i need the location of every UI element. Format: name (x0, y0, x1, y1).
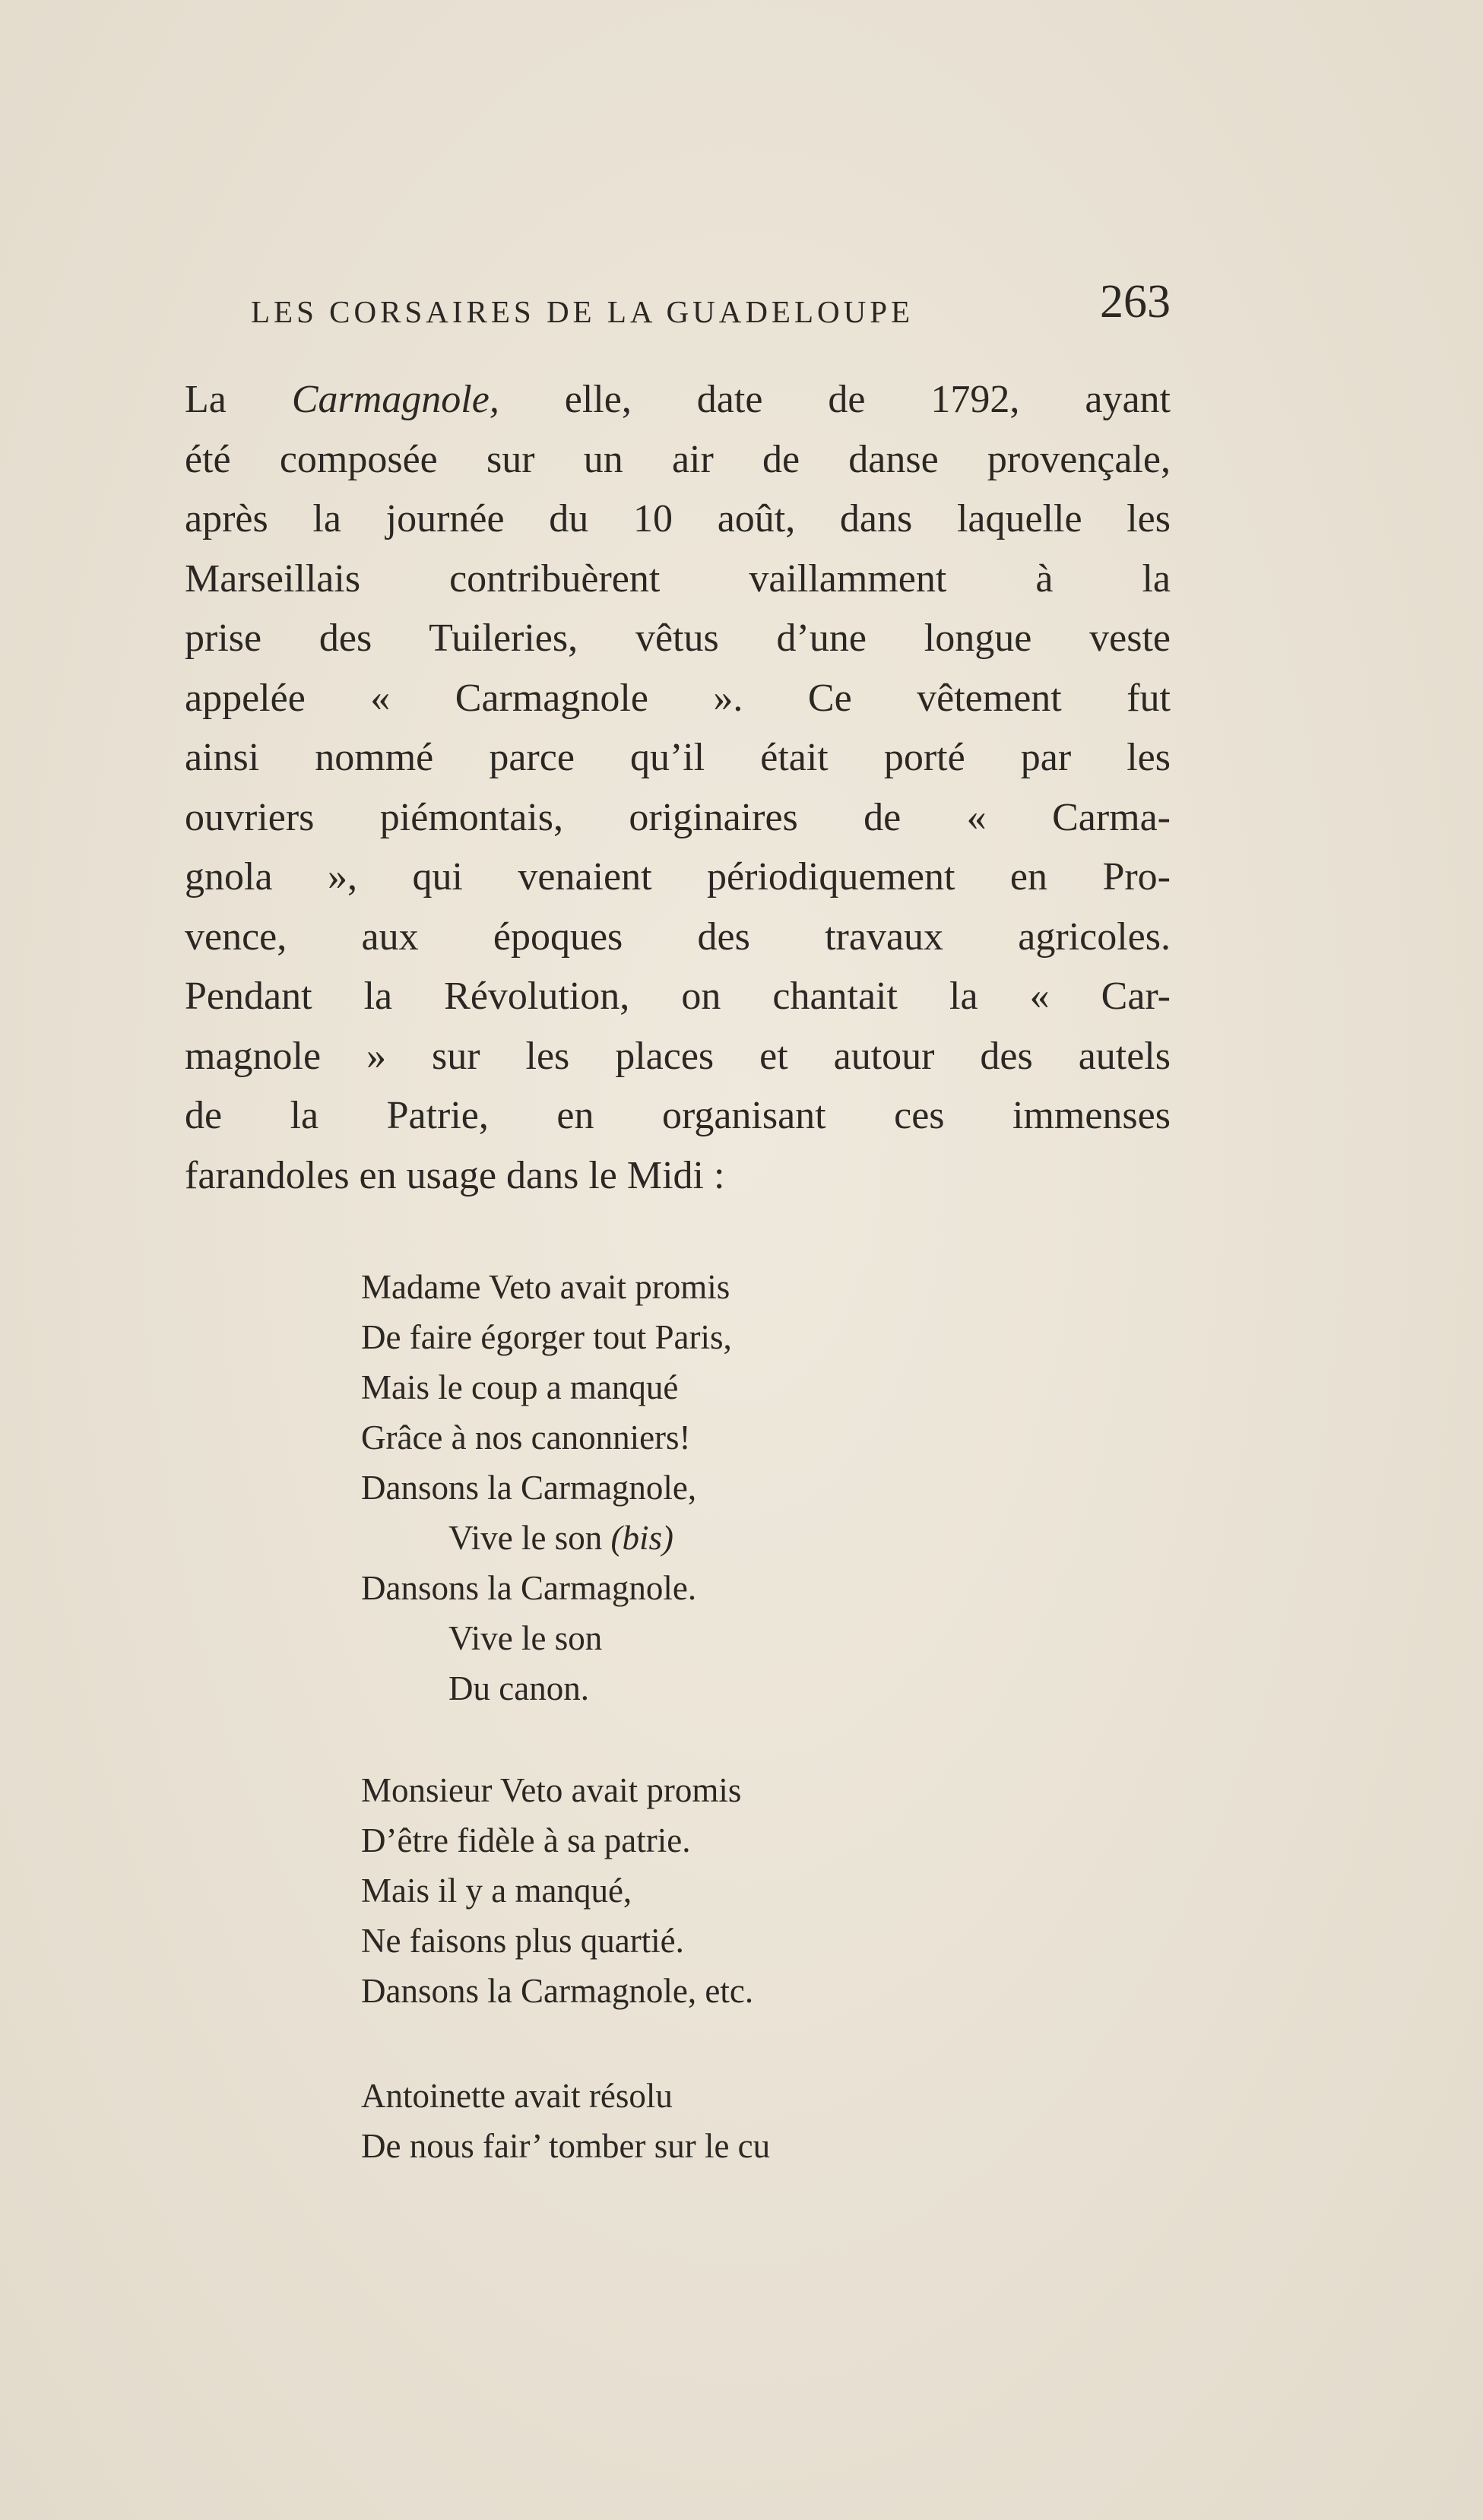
paragraph-line: ainsi nommé parce qu’il était porté par les (185, 736, 1171, 779)
body-paragraph (185, 370, 1171, 1206)
paragraph-line: de la Patrie, en organisant ces immenses (185, 1094, 1171, 1137)
running-head (251, 275, 1171, 344)
paragraph-line: été composée sur un air de danse provençale, (185, 437, 1171, 481)
running-title: LES CORSAIRES DE LA GUADELOUPE (251, 294, 914, 329)
poem-verse: Dansons la Carmagnole, etc. (361, 1972, 754, 2010)
paragraph-line: farandoles en usage dans le Midi : (185, 1153, 725, 1197)
poem-verse: Grâce à nos canonniers! (361, 1418, 691, 1457)
poem-verse: D’être fidèle à sa patrie. (361, 1821, 691, 1859)
poem-verse: Vive le son (448, 1619, 603, 1657)
paragraph-line: La Carmagnole, elle, date de 1792, ayant (185, 378, 1171, 421)
poem-stanza (361, 2071, 969, 2171)
poem-verse: Monsieur Veto avait promis (361, 1771, 742, 1809)
poem-verse: Dansons la Carmagnole, (361, 1469, 697, 1507)
paragraph-line: appelée « Carmagnole ». Ce vêtement fut (185, 676, 1171, 720)
poem-verse: Ne faisons plus quartié. (361, 1922, 684, 1960)
bis-marker: (bis) (610, 1519, 674, 1557)
italic-title: Carmagnole, (291, 378, 499, 421)
poem-verse: Vive le son (bis) (448, 1519, 674, 1557)
poem-verse: Mais il y a manqué, (361, 1872, 632, 1910)
paragraph-line: magnole » sur les places et autour des autels (185, 1034, 1171, 1078)
poem-verse: De nous fair’ tomber sur le cu (361, 2127, 771, 2165)
poem-stanza (361, 1765, 969, 2016)
paragraph-line: prise des Tuileries, vêtus d’une longue veste (185, 617, 1171, 660)
poem-verse: Antoinette avait résolu (361, 2077, 673, 2115)
poem-verse: Du canon. (448, 1669, 589, 1707)
poem-verse: De faire égorger tout Paris, (361, 1318, 732, 1356)
paragraph-line: vence, aux époques des travaux agricoles. (185, 914, 1171, 959)
poem-verse: Dansons la Carmagnole. (361, 1569, 697, 1607)
paragraph-line: Pendant la Révolution, on chantait la « Car- (185, 975, 1171, 1018)
page-number: 263 (1100, 276, 1171, 328)
paragraph-line: après la journée du 10 août, dans laquelle les (185, 497, 1171, 540)
paragraph-line: Marseillais contribuèrent vaillamment à la (185, 556, 1171, 601)
poem-stanza (361, 1262, 969, 1713)
poem-verse: Madame Veto avait promis (361, 1268, 730, 1306)
poem-verse: Mais le coup a manqué (361, 1368, 679, 1406)
paragraph-line: gnola », qui venaient périodiquement en Pro- (185, 855, 1171, 899)
paragraph-line: ouvriers piémontais, originaires de « Carma- (185, 795, 1171, 839)
